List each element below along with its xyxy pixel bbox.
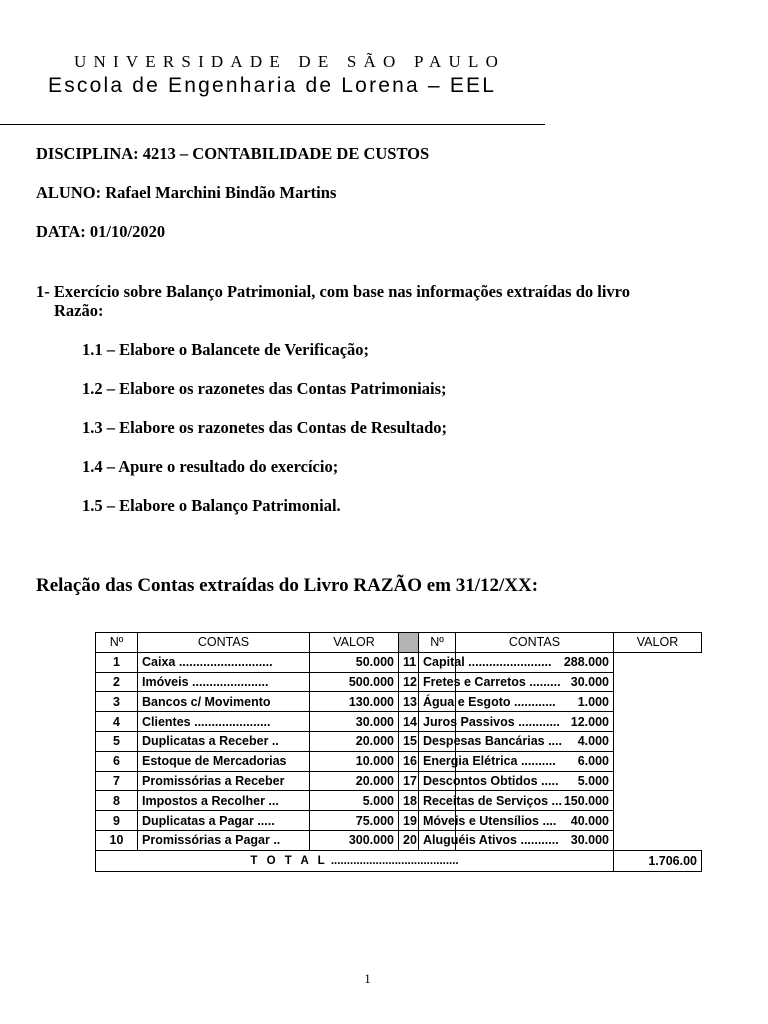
- account-name: Despesas Bancárias ....: [419, 731, 456, 751]
- column-separator: [399, 633, 419, 653]
- account-number: 20: [399, 830, 419, 850]
- account-value: 5.000: [310, 791, 399, 811]
- table-row: [96, 672, 702, 692]
- account-value: 30.000: [310, 712, 399, 732]
- account-name: Água e Esgoto ............: [419, 692, 456, 712]
- table-row: [96, 731, 702, 751]
- account-value: 300.000: [310, 830, 399, 850]
- account-value: 5.000: [456, 771, 614, 791]
- account-value: 75.000: [310, 811, 399, 831]
- account-name: Receitas de Serviços ...: [419, 791, 456, 811]
- question-item-1-4: 1.4 – Apure o resultado do exercício;: [82, 457, 339, 476]
- account-value: 10.000: [310, 751, 399, 771]
- account-value: 20.000: [310, 731, 399, 751]
- header-valor-right: VALOR: [614, 633, 702, 653]
- account-name: Energia Elétrica ..........: [419, 751, 456, 771]
- account-name: Estoque de Mercadorias: [138, 751, 310, 771]
- header-num-right: Nº: [419, 633, 456, 653]
- account-number: 19: [399, 811, 419, 831]
- relacao-title: Relação das Contas extraídas do Livro RAZÃO em 31/12/XX:: [36, 575, 539, 596]
- question-item-1-3: 1.3 – Elabore os razonetes das Contas de Resultado;: [82, 418, 447, 437]
- account-number: 10: [96, 830, 138, 850]
- header-valor-left: VALOR: [310, 633, 399, 653]
- accounts-table: [95, 632, 702, 872]
- account-number: 4: [96, 712, 138, 732]
- account-number: 15: [399, 731, 419, 751]
- page-number: 1: [364, 971, 371, 986]
- account-name: Fretes e Carretos .........: [419, 672, 456, 692]
- account-number: 7: [96, 771, 138, 791]
- account-number: 14: [399, 712, 419, 732]
- account-number: 17: [399, 771, 419, 791]
- account-number: 18: [399, 791, 419, 811]
- header-contas-left: CONTAS: [138, 633, 310, 653]
- table-row: [96, 830, 702, 850]
- account-value: 130.000: [310, 692, 399, 712]
- data-line: DATA: 01/10/2020: [36, 222, 166, 241]
- account-value: 500.000: [310, 672, 399, 692]
- account-value: 30.000: [456, 672, 614, 692]
- school-name: Escola de Engenharia de Lorena – EEL: [48, 74, 497, 97]
- table-row: [96, 771, 702, 791]
- account-number: 3: [96, 692, 138, 712]
- table-row: [96, 791, 702, 811]
- aluno-line: ALUNO: Rafael Marchini Bindão Martins: [36, 183, 337, 202]
- account-number: 1: [96, 652, 138, 672]
- account-value: 20.000: [310, 771, 399, 791]
- account-number: 2: [96, 672, 138, 692]
- account-value: 1.000: [456, 692, 614, 712]
- question-item-1-2: 1.2 – Elabore os razonetes das Contas Patrimoniais;: [82, 379, 447, 398]
- account-value: 30.000: [456, 830, 614, 850]
- table-row: [96, 712, 702, 732]
- account-name: Impostos a Recolher ...: [138, 791, 310, 811]
- question-1-line2: Razão:: [54, 301, 104, 320]
- total-text: T O T A L: [250, 854, 328, 867]
- question-item-1-1: 1.1 – Elabore o Balancete de Verificação;: [82, 340, 370, 359]
- account-name: Juros Passivos ............: [419, 712, 456, 732]
- account-name: Clientes ......................: [138, 712, 310, 732]
- question-1: [36, 282, 630, 320]
- total-label: [96, 850, 614, 871]
- account-number: 8: [96, 791, 138, 811]
- account-name: Promissórias a Receber: [138, 771, 310, 791]
- university-name: UNIVERSIDADE DE SÃO PAULO: [74, 52, 506, 71]
- account-value: 150.000: [456, 791, 614, 811]
- table-row: [96, 751, 702, 771]
- table-row: [96, 811, 702, 831]
- account-value: 288.000: [456, 652, 614, 672]
- account-name: Imóveis ......................: [138, 672, 310, 692]
- account-name: Duplicatas a Receber ..: [138, 731, 310, 751]
- header-rule: [0, 124, 545, 125]
- table-row: [96, 652, 702, 672]
- account-name: Caixa ...........................: [138, 652, 310, 672]
- table-row: [96, 692, 702, 712]
- account-value: 40.000: [456, 811, 614, 831]
- total-row: [96, 850, 702, 871]
- account-value: 6.000: [456, 751, 614, 771]
- account-value: 4.000: [456, 731, 614, 751]
- account-name: Duplicatas a Pagar .....: [138, 811, 310, 831]
- account-number: 5: [96, 731, 138, 751]
- account-value: 12.000: [456, 712, 614, 732]
- total-value: 1.706.00: [614, 850, 702, 871]
- account-number: 11: [399, 652, 419, 672]
- header-num-left: Nº: [96, 633, 138, 653]
- account-value: 50.000: [310, 652, 399, 672]
- account-name: Capital ........................: [419, 652, 456, 672]
- account-name: Promissórias a Pagar ..: [138, 830, 310, 850]
- question-item-1-5: 1.5 – Elabore o Balanço Patrimonial.: [82, 496, 341, 515]
- table-header-row: [96, 633, 702, 653]
- total-dots: ........................................: [330, 854, 459, 867]
- header-contas-right: CONTAS: [456, 633, 614, 653]
- account-name: Descontos Obtidos .....: [419, 771, 456, 791]
- question-1-line1: 1- Exercício sobre Balanço Patrimonial, com base nas informações extraídas do livro: [36, 282, 630, 301]
- account-number: 16: [399, 751, 419, 771]
- account-name: Bancos c/ Movimento: [138, 692, 310, 712]
- account-number: 6: [96, 751, 138, 771]
- account-number: 13: [399, 692, 419, 712]
- account-name: Aluguéis Ativos ...........: [419, 830, 456, 850]
- account-number: 9: [96, 811, 138, 831]
- disciplina-line: DISCIPLINA: 4213 – CONTABILIDADE DE CUSTOS: [36, 144, 430, 163]
- account-name: Móveis e Utensílios ....: [419, 811, 456, 831]
- account-number: 12: [399, 672, 419, 692]
